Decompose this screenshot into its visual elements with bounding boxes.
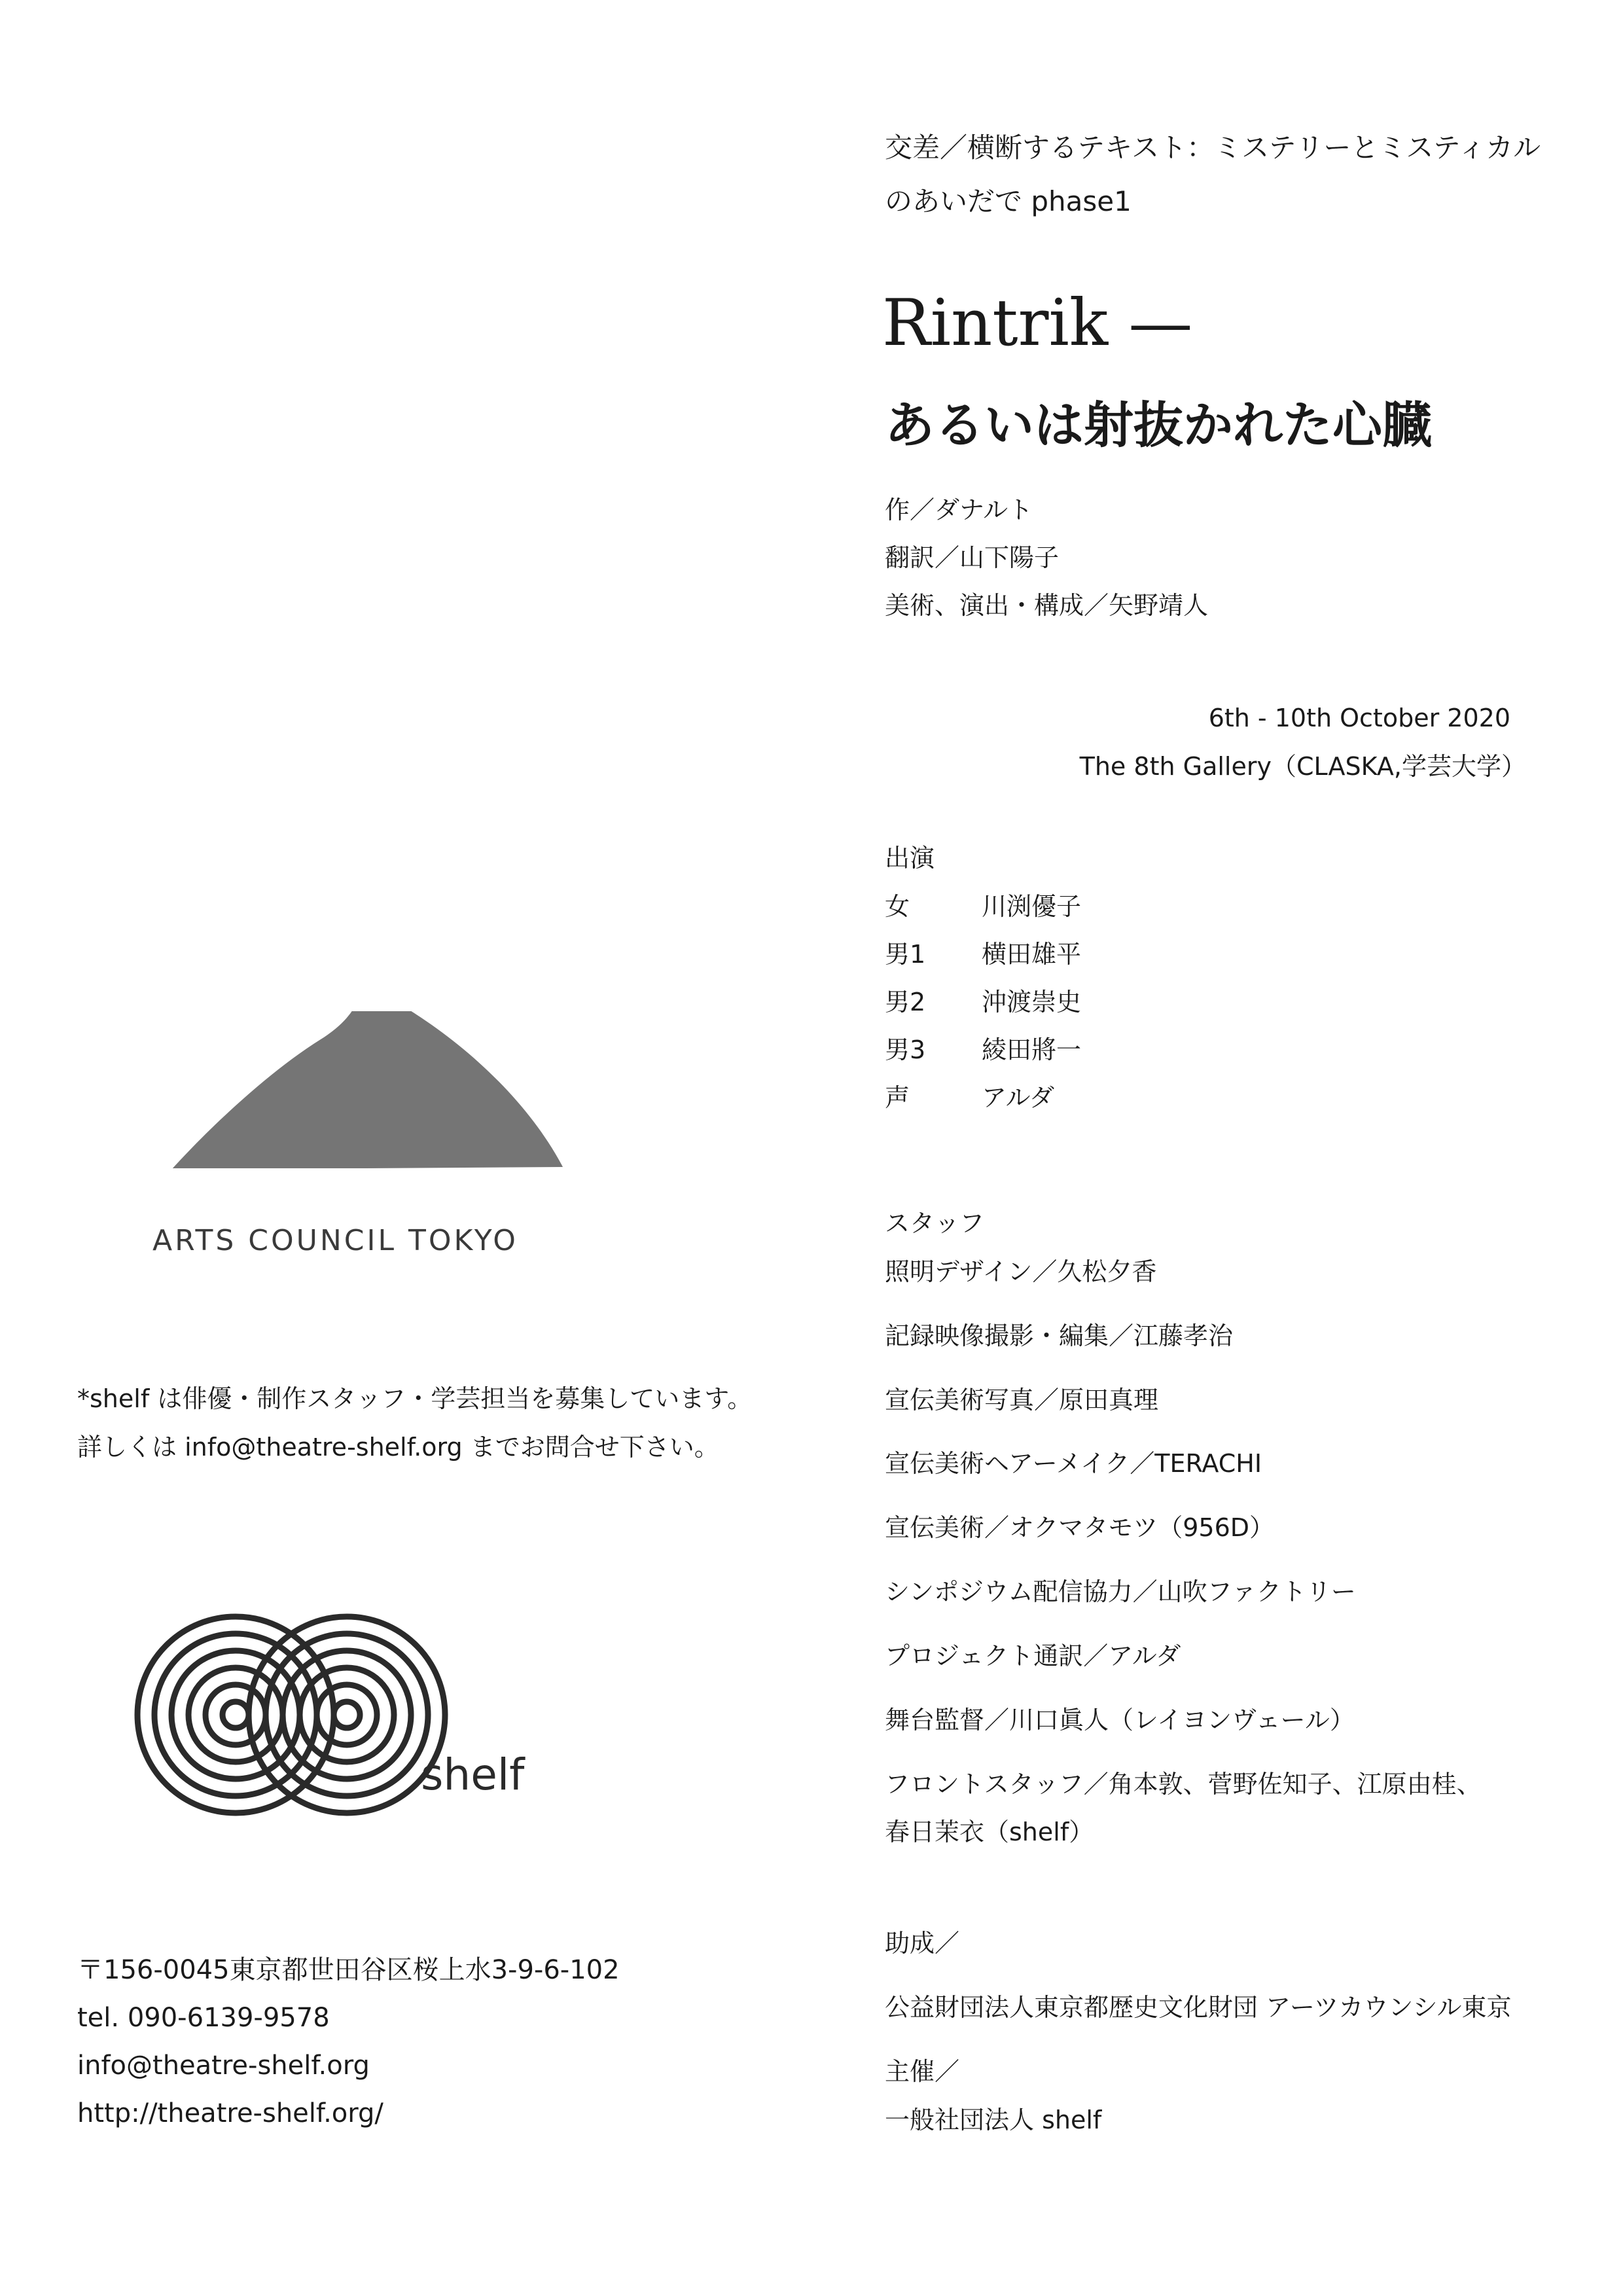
cast-row [885,942,1081,967]
staff-item: 宣伝美術ヘアーメイク／TERACHI [885,1449,1262,1478]
credit-director: 美術、演出・構成／矢野靖人 [885,591,1209,620]
host-label: 主催／ [885,2057,960,2086]
staff-item: 照明デザイン／久松夕香 [885,1257,1157,1286]
contact-email[interactable]: info@theatre-shelf.org [77,2051,370,2081]
cast-name: 沖渡崇史 [982,988,1082,1016]
subtitle-line-2: のあいだで phase1 [885,185,1132,217]
title-japanese: あるいは射抜かれた心臓 [885,396,1432,454]
shelf-logo-text: shelf [421,1749,525,1800]
event-venue: The 8th Gallery（CLASKA,学芸大学） [1079,752,1526,781]
staff-item: 春日茉衣（shelf） [885,1818,1094,1846]
recruit-line-1: *shelf は俳優・制作スタッフ・学芸担当を募集しています。 [77,1384,753,1413]
recruit-line-2: 詳しくは info@theatre-shelf.org までお問合せ下さい。 [77,1433,719,1462]
staff-item: 舞台監督／川口眞人（レイヨンヴェール） [885,1706,1355,1734]
title-english: Rintrik — [882,286,1193,361]
staff-item: シンポジウム配信協力／山吹ファクトリー [885,1577,1356,1606]
spiral-ring [334,1702,360,1728]
staff-item: プロジェクト通訳／アルダ [885,1641,1181,1670]
cast-role: 女 [885,892,910,921]
staff-item: フロントスタッフ／角本敦、菅野佐知子、江原由桂、 [885,1770,1482,1799]
spiral-ring [249,1617,445,1813]
arts-council-tokyo-logo [144,1011,615,1260]
cast-name: 川渕優子 [982,892,1082,921]
credit-author: 作／ダナルト [885,495,1033,524]
cast-name: アルダ [982,1083,1054,1112]
cast-role: 男1 [885,940,926,969]
credit-translator: 翻訳／山下陽子 [885,543,1060,572]
staff-heading: スタッフ [885,1209,985,1238]
arts-council-logo-text: ARTS COUNCIL TOKYO [152,1224,518,1257]
shelf-logo [128,1607,560,1823]
contact-url[interactable]: http://theatre-shelf.org/ [77,2098,383,2128]
shelf-spiral-icon [128,1607,455,1823]
staff-item: 宣伝美術写真／原田真理 [885,1386,1159,1414]
event-dates: 6th - 10th October 2020 [1208,704,1510,732]
spiral-ring [266,1634,428,1796]
cast-heading: 出演 [885,844,935,872]
cast-name: 綾田將一 [982,1035,1082,1064]
staff-item: 宣伝美術／オクマタモツ（956D） [885,1513,1275,1542]
contact-address: 〒156-0045東京都世田谷区桜上水3-9-6-102 [77,1955,620,1985]
grant-value: 公益財団法人東京都歴史文化財団 アーツカウンシル東京 [885,1993,1512,2022]
cast-name: 横田雄平 [982,940,1082,969]
staff-item: 記録映像撮影・編集／江藤孝治 [885,1321,1234,1350]
cast-row [885,894,1081,919]
subtitle-line-1: 交差／横断するテキスト：ミステリーとミスティカル [885,132,1541,164]
arts-council-mountain-icon [144,1011,615,1168]
contact-tel: tel. 090-6139-9578 [77,2003,330,2033]
cast-row [885,1037,1081,1062]
cast-row [885,990,1081,1014]
host-value: 一般社団法人 shelf [885,2106,1102,2134]
spiral-ring [317,1685,377,1745]
cast-role: 男2 [885,988,926,1016]
spiral-ring [205,1685,266,1745]
spiral-ring [223,1702,249,1728]
grant-label: 助成／ [885,1929,960,1958]
cast-role: 声 [885,1083,910,1112]
cast-role: 男3 [885,1035,926,1064]
cast-row [885,1085,1054,1110]
